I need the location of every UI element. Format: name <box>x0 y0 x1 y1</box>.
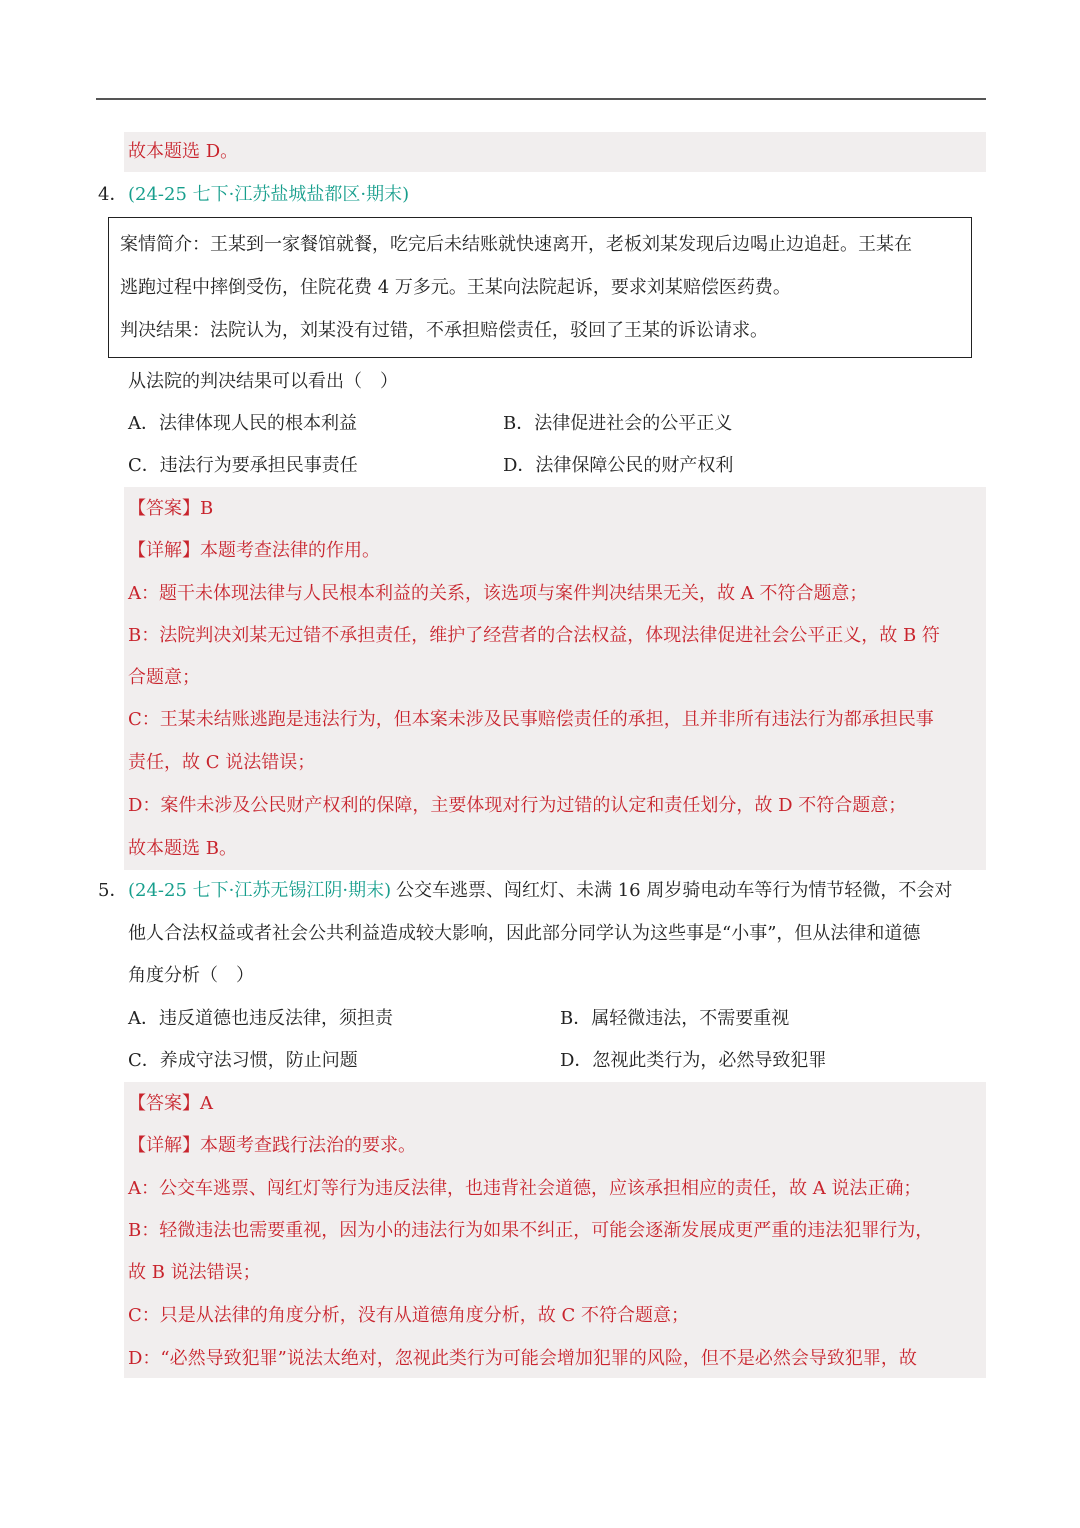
q4-case-line-2: 逃跑过程中摔倒受伤，住院花费 4 万多元。王某向法院起诉，要求刘某赔偿医药费。 <box>120 277 791 298</box>
q5-option-d[interactable]: D．忽视此类行为，必然导致犯罪 <box>560 1050 827 1071</box>
q5-answer: 【答案】A <box>128 1093 213 1114</box>
q4-number: 4． <box>98 184 128 205</box>
q4-answer: 【答案】B <box>128 498 214 519</box>
q4-analysis-line-4: C：王某未结账逃跑是违法行为，但本案未涉及民事赔偿责任的承担，且并非所有违法行为都承担民事 <box>128 709 934 730</box>
q4-option-b[interactable]: B．法律促进社会的公平正义 <box>503 413 733 434</box>
q5-source: (24-25 七下·江苏无锡江阴·期末) <box>128 880 392 901</box>
q4-option-c[interactable]: C．违法行为要承担民事责任 <box>128 455 358 476</box>
q4-analysis-line-7: 故本题选 B。 <box>128 838 237 859</box>
q5-option-c[interactable]: C．养成守法习惯，防止问题 <box>128 1050 358 1071</box>
q5-analysis-line-4: C：只是从法律的角度分析，没有从道德角度分析，故 C 不符合题意； <box>128 1305 689 1326</box>
q4-analysis-line-1: A：题干未体现法律与人民根本利益的关系，该选项与案件判决结果无关，故 A 不符合题意； <box>128 583 868 604</box>
q5-detail: 【详解】本题考查践行法治的要求。 <box>128 1135 416 1156</box>
q5-analysis-line-1: A：公交车逃票、闯红灯等行为违反法律，也违背社会道德，应该承担相应的责任，故 A 说法正确； <box>128 1178 922 1199</box>
q5-number: 5． <box>98 880 128 901</box>
prev-conclusion: 故本题选 D。 <box>128 141 239 162</box>
header-rule <box>96 98 986 100</box>
q5-stem-line-1: 公交车逃票、闯红灯、未满 16 周岁骑电动车等行为情节轻微，不会对 <box>396 880 953 901</box>
q5-analysis-line-2: B：轻微违法也需要重视，因为小的违法行为如果不纠正，可能会逐渐发展成更严重的违法犯罪行为， <box>128 1220 934 1241</box>
q4-stem: 从法院的判决结果可以看出（ ） <box>128 371 398 392</box>
q4-option-d[interactable]: D．法律保障公民的财产权利 <box>503 455 734 476</box>
q5-option-a[interactable]: A．违反道德也违反法律，须担责 <box>128 1008 393 1029</box>
q5-analysis-line-5: D：“必然导致犯罪”说法太绝对，忽视此类行为可能会增加犯罪的风险，但不是必然会导致犯罪，故 <box>128 1348 917 1369</box>
q4-case-line-3: 判决结果：法院认为，刘某没有过错，不承担赔偿责任，驳回了王某的诉讼请求。 <box>120 320 768 341</box>
q4-analysis-line-5: 责任，故 C 说法错误； <box>128 752 316 773</box>
q4-analysis-line-2: B：法院判决刘某无过错不承担责任，维护了经营者的合法权益，体现法律促进社会公平正义，故 B 符 <box>128 625 940 646</box>
q4-detail: 【详解】本题考查法律的作用。 <box>128 540 380 561</box>
q4-case-line-1: 案情简介：王某到一家餐馆就餐，吃完后未结账就快速离开，老板刘某发现后边喝止边追赶。王某在 <box>120 234 912 255</box>
prev-answer-panel <box>124 132 986 172</box>
q4-option-a[interactable]: A．法律体现人民的根本利益 <box>128 413 357 434</box>
q4-analysis-line-6: D：案件未涉及公民财产权利的保障，主要体现对行为过错的认定和责任划分，故 D 不符合题意； <box>128 795 907 816</box>
q5-analysis-line-3: 故 B 说法错误； <box>128 1262 261 1283</box>
q5-stem-line-2: 他人合法权益或者社会公共利益造成较大影响，因此部分同学认为这些事是“小事”，但从法律和道德 <box>128 923 921 944</box>
q4-analysis-line-3: 合题意； <box>128 667 200 688</box>
q4-source: (24-25 七下·江苏盐城盐都区·期末) <box>128 184 410 205</box>
q5-option-b[interactable]: B．属轻微违法，不需要重视 <box>560 1008 790 1029</box>
q5-stem-line-3: 角度分析（ ） <box>128 965 254 986</box>
